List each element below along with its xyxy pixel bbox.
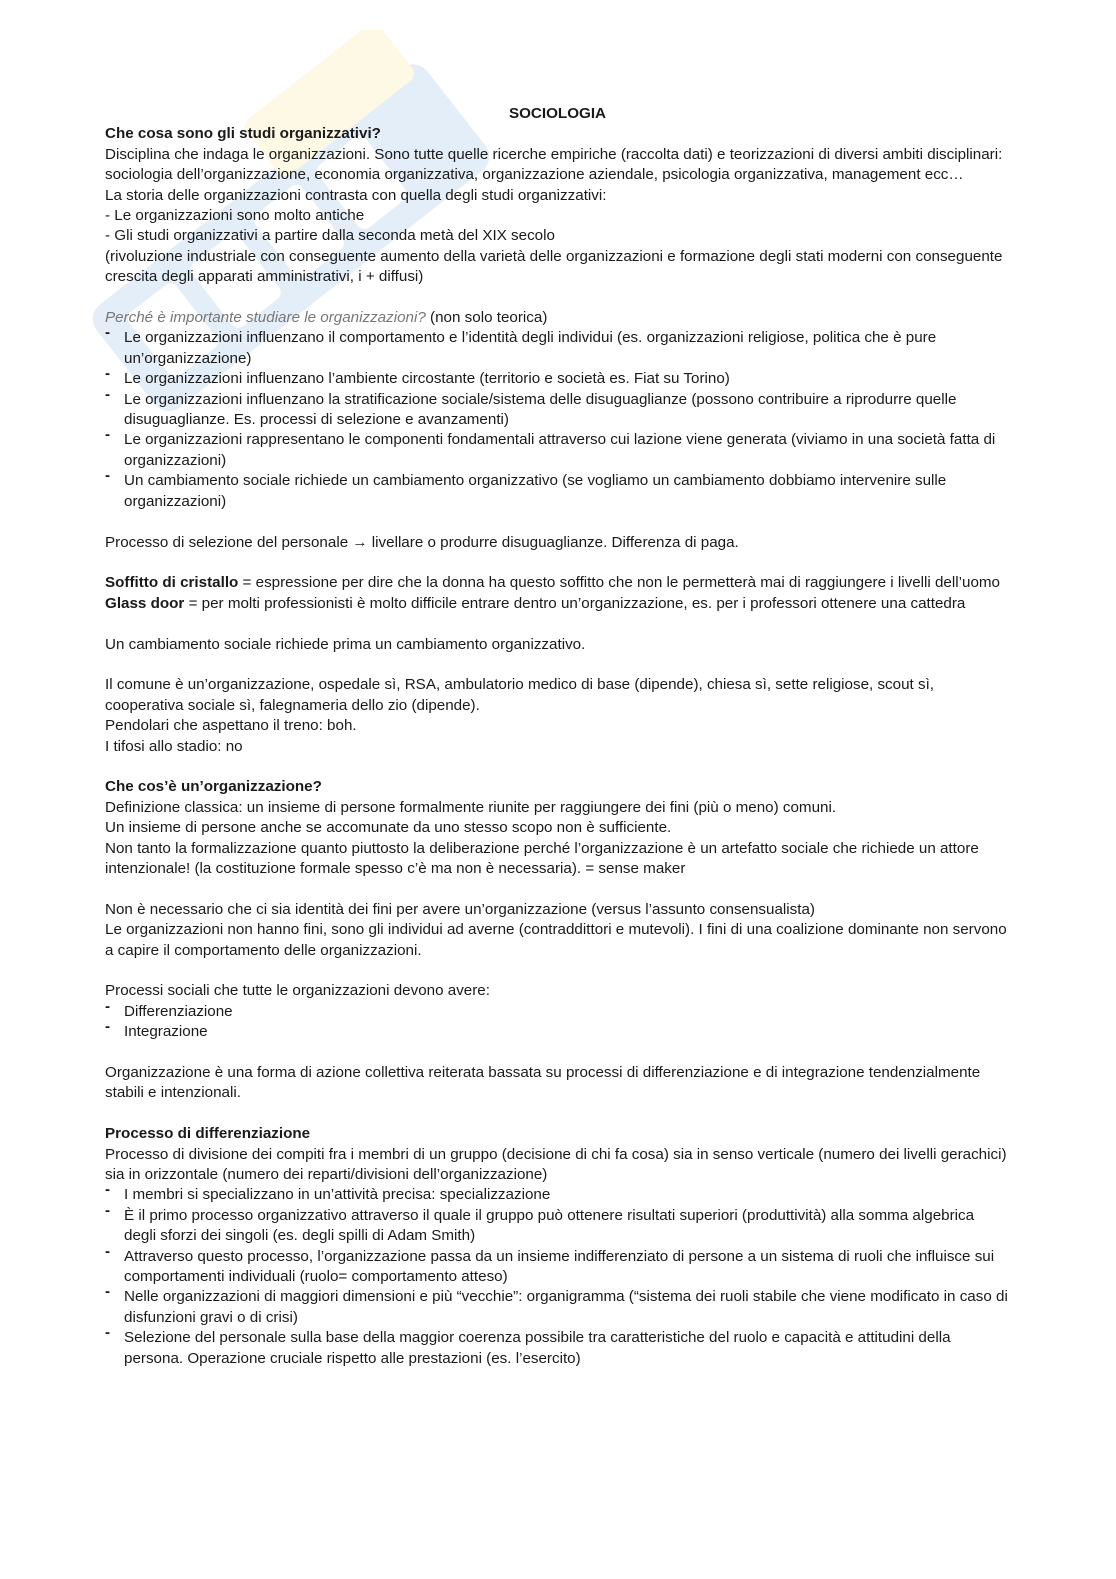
definition: = per molti professionisti è molto difficile entrare dentro un’organizzazione, es. per i professori ottenere una cattedra [184,594,966,612]
processes-list [105,1002,1010,1043]
paragraph: - Le organizzazioni sono molto antiche [105,207,365,225]
list-item: - Le organizzazioni rappresentano le componenti fondamentali attraverso cui lazione viene generata (viviamo in una società fatta di organizzazioni) [105,430,1010,471]
paragraph: - Gli studi organizzativi a partire dalla seconda metà del XIX secolo [105,227,555,245]
paragraph: Un insieme di persone anche se accomunate da uno stesso scopo non è sufficiente. [105,819,672,837]
list-item: - Le organizzazioni influenzano l’ambiente circostante (territorio e società es. Fiat su Torino) [105,369,1010,389]
section-heading-organizzazione: Che cos’è un’organizzazione? [105,778,322,796]
paragraph: Pendolari che aspettano il treno: boh. [105,717,357,735]
list-item: - Integrazione [105,1022,1010,1042]
question-line [105,308,1010,328]
definition-glass-door [105,594,1010,614]
definition-soffitto [105,573,1010,593]
paragraph: Processi sociali che tutte le organizzazioni devono avere: [105,982,490,1000]
importance-list [105,328,1010,512]
paragraph: Organizzazione è una forma di azione collettiva reiterata bassata su processi di differenziazione e di integrazione tendenzialmente stabili e intenzionali. [105,1063,981,1102]
paragraph: Definizione classica: un insieme di persone formalmente riunite per raggiungere dei fini (più o meno) comuni. [105,798,837,816]
paragraph: Non tanto la formalizzazione quanto piuttosto la deliberazione perché l’organizzazione è un artefatto sociale che richiede un attore intenzionale! (la costituzione formale spesso c’è ma non è necessaria). = sense maker [105,839,979,877]
section-heading-differenziazione: Processo di differenziazione [105,1125,311,1143]
question-note: (non solo teorica) [425,309,548,327]
italic-question: Perché è importante studiare le organizzazioni? [105,309,426,327]
paragraph: Un cambiamento sociale richiede prima un cambiamento organizzativo. [105,635,586,653]
paragraph: Processo di divisione dei compiti fra i membri di un gruppo (decisione di chi fa cosa) sia in senso verticale (numero dei livelli gerachici) sia in orizzontale (numero dei reparti/divisioni dell’organizzazione) [105,1145,1007,1183]
document-title: SOCIOLOGIA [508,105,607,122]
paragraph: Il comune è un’organizzazione, ospedale sì, RSA, ambulatorio medico di base (dipende), chiesa sì, sette religiose, scout sì, cooperativa sociale sì, falegnameria dello zio (dipende). [105,676,935,714]
section-heading-studi: Che cosa sono gli studi organizzativi? [105,125,381,143]
list-item: - Un cambiamento sociale richiede un cambiamento organizzativo (se vogliamo un cambiamento dobbiamo intervenire sulle organizzazioni) [105,471,1010,512]
list-item: - Le organizzazioni influenzano il comportamento e l’identità degli individui (es. organizzazioni religiose, politica che è pure un’organizzazione) [105,328,1010,369]
term: Soffitto di cristallo [105,574,239,592]
paragraph: Processo di selezione del personale → livellare o produrre disuguaglianze. Differenza di paga. [105,533,739,551]
paragraph: Disciplina che indaga le organizzazioni. Sono tutte quelle ricerche empiriche (raccolta dati) e teorizzazioni di diversi ambiti disciplinari: sociologia dell’organizzazione, economia organizzativa, organizzazione aziendale, psicologia organizzativa, management ecc… [105,145,1003,184]
list-item: - Attraverso questo processo, l’organizzazione passa da un insieme indifferenziato di persone a un sistema di ruoli che influisce sui comportamenti individuali (ruolo= comportamento atteso) [105,1247,1010,1288]
paragraph: Non è necessario che ci sia identità dei fini per avere un’organizzazione (versus l’assunto consensualista) [105,900,815,918]
definition: = espressione per dire che la donna ha questo soffitto che non le permetterà mai di raggiungere i livelli dell’uomo [238,574,1000,592]
paragraph: La storia delle organizzazioni contrasta con quella degli studi organizzativi: [105,186,607,204]
list-item: - Selezione del personale sulla base della maggior coerenza possibile tra caratteristiche del ruolo e capacità e attitudini della persona. Operazione cruciale rispetto alle prestazioni (es. l’esercito) [105,1328,1010,1369]
paragraph: I tifosi allo stadio: no [105,737,243,755]
list-item: - I membri si specializzano in un’attività precisa: specializzazione [105,1185,1010,1205]
differentiation-list [105,1185,1010,1369]
list-item: - È il primo processo organizzativo attraverso il quale il gruppo può ottenere risultati superiori (produttività) alla somma algebrica degli sforzi dei singoli (es. degli spilli di Adam Smith) [105,1206,1010,1247]
list-item: - Nelle organizzazioni di maggiori dimensioni e più “vecchie”: organigramma (“sistema dei ruoli stabile che viene modificato in caso di disfunzioni gravi o di crisi) [105,1287,1010,1328]
list-item: - Le organizzazioni influenzano la stratificazione sociale/sistema delle disuguaglianze (possono contribuire a riprodurre quelle disuguaglianze. Es. processi di selezione e avanzamenti) [105,390,1010,431]
paragraph: Le organizzazioni non hanno fini, sono gli individui ad averne (contraddittori e mutevoli). I fini di una coalizione dominante non servono a capire il comportamento delle organizzazioni. [105,921,1007,959]
document-page [105,104,1010,1369]
paragraph: (rivoluzione industriale con conseguente aumento della varietà delle organizzazioni e formazione degli stati moderni con conseguente crescita degli apparati amministrativi, i + diffusi) [105,247,1003,286]
list-item: - Differenziazione [105,1002,1010,1022]
term: Glass door [105,594,185,612]
